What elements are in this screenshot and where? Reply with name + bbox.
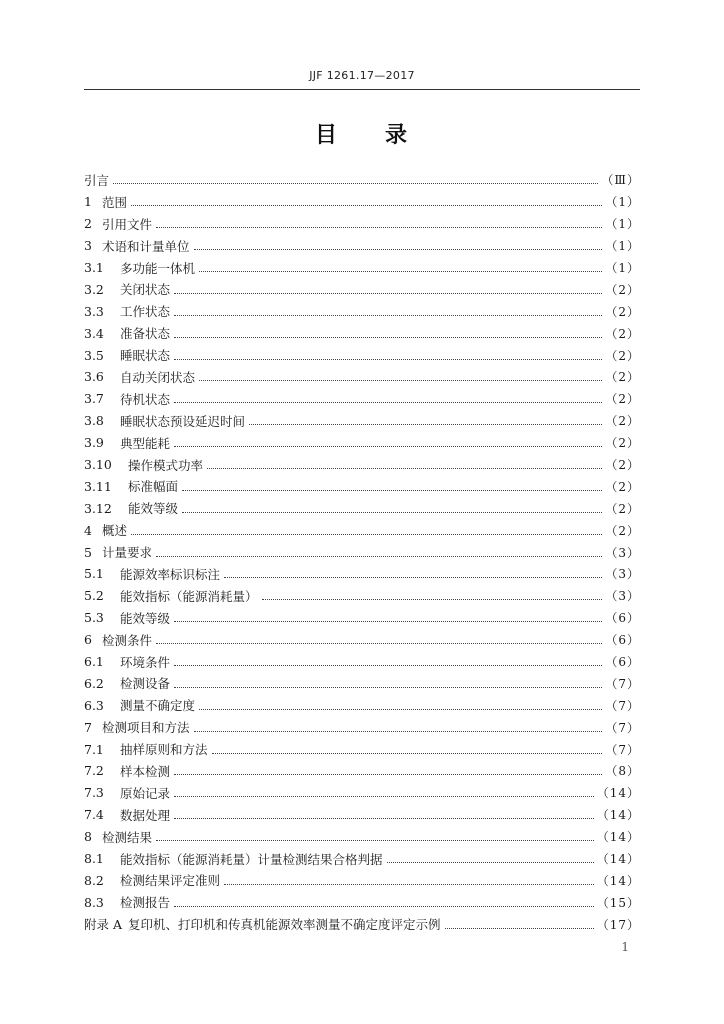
toc-entry-page: （3） [605, 545, 640, 560]
toc-entry-page: （15） [596, 895, 640, 910]
toc-entry[interactable] [84, 738, 640, 760]
toc-entry-label: 工作状态 [120, 304, 171, 320]
toc-dot-leader [249, 412, 602, 425]
toc-entry[interactable] [84, 213, 640, 235]
toc-dot-leader [174, 390, 602, 403]
toc-entry[interactable] [84, 651, 640, 673]
toc-dot-leader [262, 587, 603, 600]
toc-entry-page: （2） [605, 326, 640, 341]
toc-entry-label: 能源效率标识标注 [120, 566, 221, 582]
toc-entry-label: 操作模式功率 [128, 457, 204, 473]
toc-entry-number: 7.2 [84, 763, 104, 779]
toc-entry-number: 7.4 [84, 807, 104, 823]
toc-entry-number: 6 [84, 632, 92, 648]
toc-entry[interactable] [84, 891, 640, 913]
toc-dot-leader [174, 609, 602, 622]
toc-entry[interactable] [84, 607, 640, 629]
toc-entry-page: （1） [605, 217, 640, 232]
toc-entry-page: （2） [605, 458, 640, 473]
toc-entry[interactable] [84, 629, 640, 651]
toc-dot-leader [174, 347, 602, 360]
toc-dot-leader [182, 478, 602, 491]
toc-entry[interactable] [84, 694, 640, 716]
toc-entry[interactable] [84, 672, 640, 694]
toc-entry-label: 检测报告 [120, 895, 171, 911]
toc-entry-number: 5.3 [84, 610, 104, 626]
toc-entry-label: 待机状态 [120, 391, 171, 407]
toc-entry-page: （3） [605, 567, 640, 582]
toc-entry-page: （6） [605, 655, 640, 670]
toc-entry-page: （14） [596, 786, 640, 801]
toc-entry-page: （2） [605, 304, 640, 319]
toc-entry-page: （7） [605, 720, 640, 735]
toc-entry-page: （2） [605, 523, 640, 538]
toc-entry-number: 附录 A [84, 917, 123, 933]
toc-entry-number: 5.1 [84, 566, 104, 582]
toc-entry-number: 7.1 [84, 741, 104, 757]
toc-entry[interactable] [84, 519, 640, 541]
toc-entry-label: 复印机、打印机和传真机能源效率测量不确定度评定示例 [128, 917, 441, 933]
toc-entry-page: （14） [596, 808, 640, 823]
toc-dot-leader [174, 784, 594, 797]
toc-entry-label: 检测条件 [102, 632, 153, 648]
toc-entry-label: 检测项目和方法 [102, 720, 190, 736]
toc-entry-label: 概述 [102, 523, 128, 539]
toc-entry-page: （2） [605, 414, 640, 429]
toc-entry[interactable] [84, 432, 640, 454]
toc-entry-number: 4 [84, 522, 92, 538]
toc-entry-page: （2） [605, 348, 640, 363]
toc-entry[interactable] [84, 870, 640, 892]
toc-entry[interactable] [84, 388, 640, 410]
toc-entry[interactable] [84, 257, 640, 279]
toc-entry-number: 3.9 [84, 435, 104, 451]
toc-entry-label: 检测结果 [102, 829, 153, 845]
toc-entry-number: 8.3 [84, 894, 104, 910]
toc-entry-label: 术语和计量单位 [102, 238, 190, 254]
toc-entry[interactable] [84, 497, 640, 519]
toc-entry[interactable] [84, 760, 640, 782]
toc-entry-label: 关闭状态 [120, 282, 171, 298]
toc-entry-number: 3.1 [84, 260, 104, 275]
toc-entry-page: （14） [596, 830, 640, 845]
table-of-contents [84, 169, 640, 935]
toc-entry[interactable] [84, 278, 640, 300]
toc-dot-leader [174, 303, 602, 316]
toc-dot-leader [199, 697, 602, 710]
toc-dot-leader [174, 434, 602, 447]
toc-entry-number: 3.5 [84, 347, 104, 363]
toc-entry-page: （7） [605, 742, 640, 757]
toc-dot-leader [445, 916, 594, 929]
toc-dot-leader [174, 325, 602, 338]
toc-entry-label: 睡眠状态 [120, 348, 171, 364]
toc-entry[interactable] [84, 454, 640, 476]
toc-entry-label: 抽样原则和方法 [120, 742, 208, 758]
toc-entry-label: 环境条件 [120, 654, 171, 670]
toc-entry-label: 数据处理 [120, 807, 171, 823]
toc-entry-number: 6.2 [84, 675, 104, 691]
toc-title-part1: 目 [314, 123, 339, 148]
toc-entry-number: 3.2 [84, 281, 104, 297]
toc-dot-leader [194, 719, 603, 732]
toc-entry[interactable] [84, 235, 640, 257]
toc-dot-leader [182, 500, 602, 513]
toc-dot-leader [131, 193, 602, 206]
toc-dot-leader [156, 631, 602, 644]
toc-entry-number: 3.11 [84, 478, 112, 494]
page-number: 1 [621, 940, 629, 954]
toc-dot-leader [194, 237, 603, 250]
toc-title [84, 118, 640, 149]
toc-dot-leader [156, 544, 602, 557]
toc-entry-number: 5.2 [84, 588, 104, 604]
header-divider [84, 89, 640, 90]
toc-entry-number: 2 [84, 216, 92, 232]
toc-entry-label: 自动关闭状态 [120, 369, 196, 385]
toc-entry-label: 范围 [102, 194, 128, 210]
toc-entry[interactable] [84, 366, 640, 388]
toc-entry-label: 准备状态 [120, 326, 171, 342]
toc-dot-leader [174, 806, 594, 819]
toc-entry-label: 典型能耗 [120, 435, 171, 451]
toc-entry-number: 6.1 [84, 654, 104, 670]
toc-dot-leader [224, 872, 594, 885]
toc-entry-page: （17） [596, 917, 640, 932]
toc-entry-number: 3.4 [84, 325, 104, 341]
toc-entry-label: 能效等级 [128, 501, 179, 517]
toc-entry-number: 3.10 [84, 457, 112, 473]
toc-entry[interactable] [84, 848, 640, 870]
toc-entry-page: （7） [605, 676, 640, 691]
toc-entry[interactable] [84, 300, 640, 322]
toc-entry-number: 3.8 [84, 413, 104, 429]
toc-entry-number: 3.3 [84, 303, 104, 319]
toc-entry-label: 引言 [84, 172, 110, 188]
toc-entry-number: 5 [84, 544, 92, 560]
toc-entry-page: （2） [605, 479, 640, 494]
toc-entry-page: （Ⅲ） [601, 173, 640, 188]
toc-entry-label: 能效指标（能源消耗量） [120, 588, 258, 604]
toc-entry-page: （2） [605, 282, 640, 297]
toc-entry-page: （6） [605, 611, 640, 626]
toc-entry-number: 7.3 [84, 785, 104, 801]
toc-dot-leader [387, 850, 594, 863]
toc-entry-page: （8） [605, 764, 640, 779]
toc-dot-leader [199, 259, 602, 272]
toc-entry-page: （2） [605, 436, 640, 451]
toc-entry-number: 7 [84, 719, 92, 735]
toc-entry-label: 计量要求 [102, 545, 153, 561]
toc-entry-number: 1 [84, 194, 92, 210]
toc-entry[interactable] [84, 563, 640, 585]
toc-entry[interactable] [84, 191, 640, 213]
toc-entry[interactable] [84, 322, 640, 344]
toc-entry-number: 3.12 [84, 500, 112, 516]
toc-entry-page: （14） [596, 873, 640, 888]
toc-entry[interactable] [84, 169, 640, 191]
toc-dot-leader [156, 828, 594, 841]
toc-entry-label: 多功能一体机 [120, 260, 196, 276]
toc-entry-number: 8.2 [84, 872, 104, 888]
toc-title-part2: 录 [385, 123, 410, 148]
toc-dot-leader [224, 565, 602, 578]
toc-entry-page: （1） [605, 239, 640, 254]
toc-dot-leader [174, 281, 602, 294]
toc-entry-label: 引用文件 [102, 216, 153, 232]
toc-entry-number: 6.3 [84, 697, 104, 713]
document-code-header: JJF 1261.17—2017 [309, 69, 415, 82]
toc-dot-leader [174, 762, 602, 775]
toc-entry[interactable] [84, 585, 640, 607]
toc-entry[interactable] [84, 344, 640, 366]
toc-entry-label: 能效指标（能源消耗量）计量检测结果合格判据 [120, 851, 383, 867]
toc-entry-page: （2） [605, 392, 640, 407]
toc-entry-label: 标准幅面 [128, 479, 179, 495]
toc-dot-leader [156, 215, 602, 228]
toc-entry-number: 3 [84, 238, 92, 254]
toc-entry-page: （6） [605, 633, 640, 648]
toc-entry-page: （7） [605, 698, 640, 713]
toc-entry-page: （14） [596, 852, 640, 867]
toc-entry-page: （1） [605, 195, 640, 210]
toc-dot-leader [199, 368, 602, 381]
toc-entry[interactable] [84, 410, 640, 432]
toc-entry-page: （1） [605, 261, 640, 275]
toc-entry-label: 能效等级 [120, 610, 171, 626]
toc-dot-leader [174, 675, 602, 688]
toc-dot-leader [174, 653, 602, 666]
toc-entry-page: （2） [605, 501, 640, 516]
toc-entry-label: 检测设备 [120, 676, 171, 692]
toc-entry-number: 3.6 [84, 369, 104, 385]
toc-entry-label: 样本检测 [120, 763, 171, 779]
toc-entry[interactable] [84, 913, 640, 935]
toc-dot-leader [174, 894, 594, 907]
toc-dot-leader [212, 741, 603, 754]
toc-entry-label: 测量不确定度 [120, 698, 196, 714]
toc-entry-label: 检测结果评定准则 [120, 873, 221, 889]
toc-entry[interactable] [84, 716, 640, 738]
toc-dot-leader [131, 522, 602, 535]
toc-entry-page: （3） [605, 589, 640, 604]
toc-entry[interactable] [84, 541, 640, 563]
toc-entry[interactable] [84, 782, 640, 804]
toc-entry-number: 8.1 [84, 851, 104, 867]
toc-entry-label: 原始记录 [120, 785, 171, 801]
toc-entry[interactable] [84, 826, 640, 848]
toc-entry-number: 3.7 [84, 391, 104, 407]
toc-entry-label: 睡眠状态预设延迟时间 [120, 413, 246, 429]
toc-dot-leader [207, 456, 602, 469]
toc-entry-page: （2） [605, 370, 640, 385]
toc-entry[interactable] [84, 475, 640, 497]
toc-entry-number: 8 [84, 829, 92, 845]
toc-entry[interactable] [84, 804, 640, 826]
toc-dot-leader [113, 171, 598, 184]
